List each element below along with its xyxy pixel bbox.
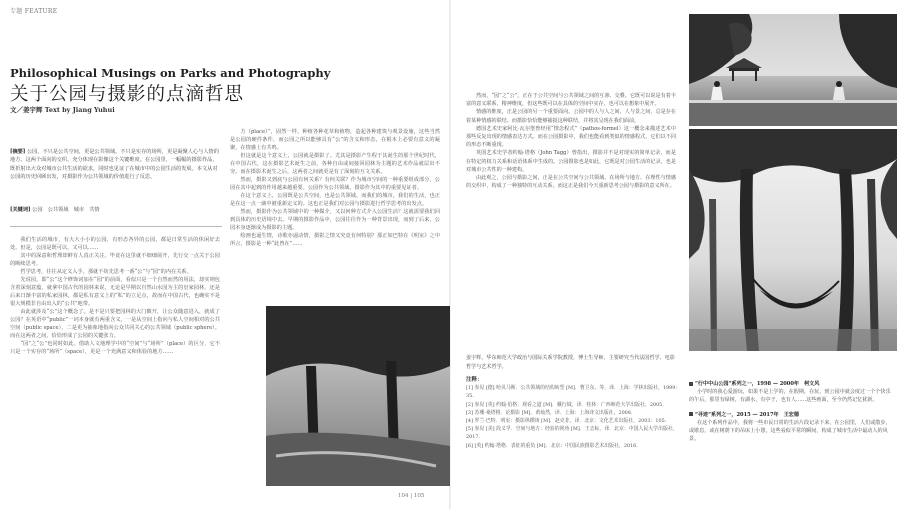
paragraph: 方（place）”，固然一样。种植各种花草和植物，造起各种建筑与观景设施，这些当然是公园的硬件条件，而公园之所以能够具有“公”的含义和形态，在根本上必要有意义的凝聚，在情感上有共鸣。	[230, 129, 440, 151]
park-shadows-photo	[266, 306, 450, 486]
note-item: [2] 参见 [英] 约翰·伯格．观看之道 [M]．戴行钺，译．桂林：广西师范大学出版社，2005．	[466, 401, 668, 408]
paragraph: 我们生活的城市，有大大小小的公园，有形态各异的公园，都是日常生活的休闲好去处。但是，公园是既可以，又可以……	[10, 237, 220, 251]
abstract-tag: [摘要]	[10, 149, 26, 155]
notes-title: 注释：	[466, 377, 483, 383]
paragraph: 由此观之，公园与摄影之间，正是在公共空间与公共领域、在场所与地方、在理性与情感的交织中，构成了一种独特的互动关系。而这正是我们今天重新思考公园与摄影的意义所在。	[466, 175, 676, 190]
keywords	[10, 206, 222, 213]
paragraph: 然而，“园”之“公”，正在于公共空间与公共领域之间的互渗、交叠。它既可以说是有着丰富的意义联系，精神维度，但这些既可以在具体的空间中实存，也可以在想象中展开。	[466, 93, 676, 108]
photo-captions	[689, 380, 895, 443]
page-numbers: 104 | 105	[398, 493, 425, 499]
right-body-column	[466, 92, 676, 348]
paragraph: 然而，摄影又到底与公园有何关系？有何关联？作为城市空间的一种重要组成部分，公园在其中起到的作用越来越重要。公园作为公共领域，摄影作为其中的重要见证者。	[230, 177, 440, 191]
paragraph: 德国艺术史家阿比·瓦尔堡曾经用“情念程式”（pathos-formel）这一概念来描述艺术中那些反复出现的情感表达方式。而在公园摄影中，我们也能看到类似的情感程式，它们以不同的形态不断重现。	[466, 125, 676, 149]
caption-heading-text: “行中中山公园”系列之一，1998 — 2000年 柯文风	[695, 381, 820, 387]
caption-heading	[689, 380, 895, 388]
divider	[10, 226, 222, 227]
paragraph: 绘画也逼生情，诗歌亦逼动情，摄影之情又究竟有何特别？那正如巴特在《明室》之中所言，摄影是一种“此曾在”……	[230, 233, 440, 247]
title-english: Philosophical Musings on Parks and Photography	[10, 66, 331, 80]
note-item: [4] 罗兰·巴特．明室：摄影纵横谈 [M]．赵克非，译．北京：文化艺术出版社，2003：105.	[466, 418, 667, 425]
abstract	[10, 148, 222, 181]
caption-heading	[689, 411, 895, 419]
paragraph: 先说园，即“公”这个修饰词加在“园”的前面，看似只是一个自然而然的用法，却实则包含着深刻意蕴。就拿中国古代的园林来说，无论是早期以自然山水园为主的皇家园林，还是后来日渐丰富的私家园林，都是私有意义上的“私”的立足点，故而在中国古代，也确实不是很大规模非自由出入的“公共”地带。	[10, 277, 220, 307]
paragraph: 哲学思考，往往从定义入手。那就不妨先思考一番“公”与“园”的内在关系。	[20, 269, 192, 275]
body-column-1	[10, 236, 220, 488]
paragraph: 英国艺术史学者约翰·塔格（John Tagg）曾指出，摄影并不是对现实的简单记录，而是在特定的权力关系和话语体系中生成的。公园摄影也是如此，它既是对公园生活的记录，也是对城市公共性的一种建构。	[466, 150, 676, 173]
caption-body: 小学时的我心爱游玩，如果不是上学的，在假期，在玩，到公园中就会度过一个个快乐的午后，那里有绿树，有湖水，有亭子，也有人……这些画面，至今仍然记忆犹新。	[689, 389, 891, 404]
title-chinese: 关于公园与摄影的点滴哲思	[10, 84, 245, 105]
paragraph: 情感的维度，正是公园的另一个重要面向。公园中的人与人之间、人与景之间，总是存在着某种情感的联结。而摄影恰恰能够捕捉这种联结，并将其呈现在我们面前。	[466, 109, 676, 124]
author-bio: 姜宇辉，华东师范大学政治与国际关系学院教授，博士生导师，主要研究当代法国哲学、电影哲学与艺术哲学。	[466, 355, 675, 370]
caption-body: 在这个系列作品中，我将一些市民日常的生活片段记录下来，在公园里，人们或散步，或歇息，或在树荫下的吊床上小憩，这些看似平常的瞬间，构成了城市生活中最动人的风景。	[689, 419, 891, 443]
keywords-text: 公园 公共领域 城市 共情	[32, 207, 100, 213]
section-header: 专题 FEATURE	[10, 8, 58, 15]
notes	[466, 376, 681, 450]
note-item: [6] [英] 约翰·塔格．表征的重负 [M]．北京：中国民族摄影艺术出版社，2016．	[466, 442, 642, 449]
paragraph: 但这就是这个意义上，公园就是摄影了。尤其是摄影产生程于其诞生的那个世纪时代，在中国古代，这在摄影艺术诞生之前，各种自由或间接回园林为主题的艺术作品就层出不穷。而在摄影术诞生之后，这两者之间就更是有了深刻的互文关系。	[230, 153, 440, 175]
note-item: [1] 参见 [德] 哈贝马斯．公共领域的结构转型 [M]．曹卫东，等，译．上海：学林出版社，1999：35.	[466, 385, 681, 400]
abstract-text: 公园，不只是公共空间，更是公共领域。不只是实存的场所，更是凝聚人心与人情的地方。这两个面向的交织，充分体现在影像这个关键维度。在公园里，一幅幅的摄影作品，既折射出大众对城市公共生活的欲求，同时也见证了在城市中的公园生活的发展。本文从对公园的历史回顾出发，对摄影作为公共领域的价值进行了反思。	[10, 149, 219, 180]
hammock-park-photo	[689, 129, 897, 351]
byline: 文／姜宇辉 Text by Jiang Yuhui	[10, 106, 115, 114]
paragraph: “园”之“公”也同时如此。借助人文地理学中的“空间”与“场所”（place）的区分，它不只是一个实存的“场所”（space），更是一个充满意义和体验的地方……	[10, 341, 220, 355]
paragraph: 其中的深意和哲理却鲜有人真正关注。毕竟在这里就不细细展开，先行交一点关于公园的断续思考。	[10, 253, 220, 267]
note-item: [3] 苏珊·桑塔格．论摄影 [M]．黄灿然，译．上海：上海译文出版社，2008．	[466, 409, 636, 416]
paragraph: 由此就涉及“公”这个概念了。是不是只要把园林的大门敞开，让公众随意进入，就成了公园？在英语中“public”一词本身就有两重含义，一是从空间上指向与私人空间相对的公共空间（public space），二是更为抽象地指向公众共同关心的公共领域（public sphere）。而在这两者之间，恰恰形成了公园的关键张力。	[10, 309, 220, 339]
paragraph: 然而，摄影作为公共领域中的一种媒介，又以何种方式介入公园生活？这就需要我们回到具体的历史语境中去。早期的摄影作品中，公园往往作为一种背景出现，而到了后来，公园本身逐渐成为摄影的主题。	[230, 209, 440, 231]
keywords-tag: [关键词]	[10, 207, 31, 213]
note-item: [5] 参见 [美] 段义孚．空间与地方：经验的视角 [M]．王志标，译．北京：中国人民大学出版社，2017．	[466, 426, 678, 441]
paragraph: 在这个意义上，公园既是公共空间，也是公共领域。而我们的城市，我们的生活，也正是在这一点一滴中被重新定义的。这也正是我们对公园与摄影进行哲学思考的出发点。	[230, 193, 440, 207]
pavilion-lake-photo	[689, 14, 897, 126]
caption-heading-text: “寻迹”系列之一，2015 — 2017年 王宏德	[695, 411, 799, 418]
